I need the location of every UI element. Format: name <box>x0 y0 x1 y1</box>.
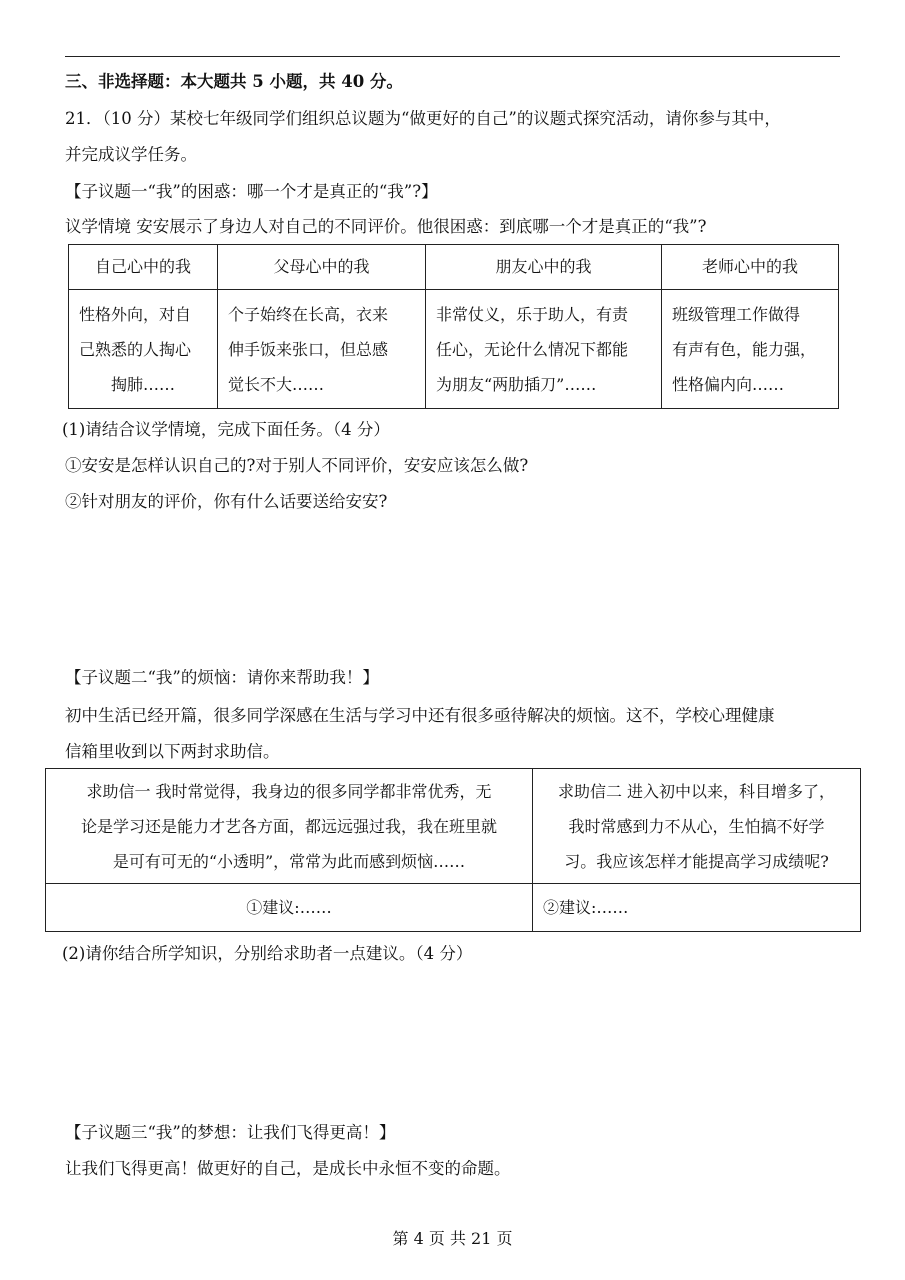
task-2: (2)请你结合所学知识，分别给求助者一点建议。（4 分） <box>62 944 473 963</box>
sub2-para-1: 初中生活已经开篇，很多同学深感在生活与学习中还有很多亟待解决的烦恼。这不，学校心理健康 <box>65 706 775 725</box>
task-1: (1)请结合议学情境，完成下面任务。（4 分） <box>62 420 390 439</box>
header-rule <box>65 56 840 57</box>
letter-2: 求助信二 进入初中以来，科目增多了， 我时常感到力不从心，生怕搞不好学 习。我应该怎样才能提高学习成绩呢? <box>533 769 861 884</box>
cell-self: 性格外向，对自 己熟悉的人掏心 掏肺…… <box>69 290 218 409</box>
question-line-2: 并完成议学任务。 <box>65 145 197 164</box>
help-letter-table <box>45 768 861 932</box>
header-teacher: 老师心中的我 <box>662 245 839 290</box>
sub3-para: 让我们飞得更高！做更好的自己，是成长中永恒不变的命题。 <box>65 1159 511 1178</box>
cell-friends: 非常仗义，乐于助人，有责 任心，无论什么情况下都能 为朋友“两肋插刀”…… <box>426 290 662 409</box>
header-friends: 朋友心中的我 <box>426 245 662 290</box>
header-parents: 父母心中的我 <box>218 245 426 290</box>
sub2-para-2: 信箱里收到以下两封求助信。 <box>65 742 280 761</box>
letter-1: 求助信一 我时常觉得，我身边的很多同学都非常优秀，无 论是学习还是能力才艺各方面，都远远强过我，我在班里就 是可有可无的“小透明”，常常为此而感到烦恼…… <box>46 769 533 884</box>
question-line-1: 21．（10 分）某校七年级同学们组织总议题为“做更好的自己”的议题式探究活动，请你参与其中， <box>65 109 781 128</box>
page-footer: 第 4 页 共 21 页 <box>392 1229 513 1248</box>
advice-1: ①建议:…… <box>46 884 533 932</box>
cell-teacher: 班级管理工作做得 有声有色，能力强， 性格偏内向…… <box>662 290 839 409</box>
advice-2: ②建议:…… <box>533 884 861 932</box>
section-header: 三、非选择题：本大题共 5 小题，共 40 分。 <box>65 72 403 91</box>
header-self: 自己心中的我 <box>69 245 218 290</box>
sub3-title: 【子议题三“我”的梦想：让我们飞得更高！】 <box>65 1123 396 1142</box>
evaluation-table <box>68 244 839 409</box>
sub1-title: 【子议题一“我”的困惑：哪一个才是真正的“我”?】 <box>65 182 438 201</box>
cell-parents: 个子始终在长高，衣来 伸手饭来张口，但总感 觉长不大…… <box>218 290 426 409</box>
sub2-title: 【子议题二“我”的烦恼：请你来帮助我！】 <box>65 668 379 687</box>
sub1-context: 议学情境 安安展示了身边人对自己的不同评价。他很困惑：到底哪一个才是真正的“我”? <box>65 217 707 236</box>
task-1-q1: ①安安是怎样认识自己的?对于别人不同评价，安安应该怎么做? <box>65 456 529 475</box>
task-1-q2: ②针对朋友的评价，你有什么话要送给安安? <box>65 492 388 511</box>
